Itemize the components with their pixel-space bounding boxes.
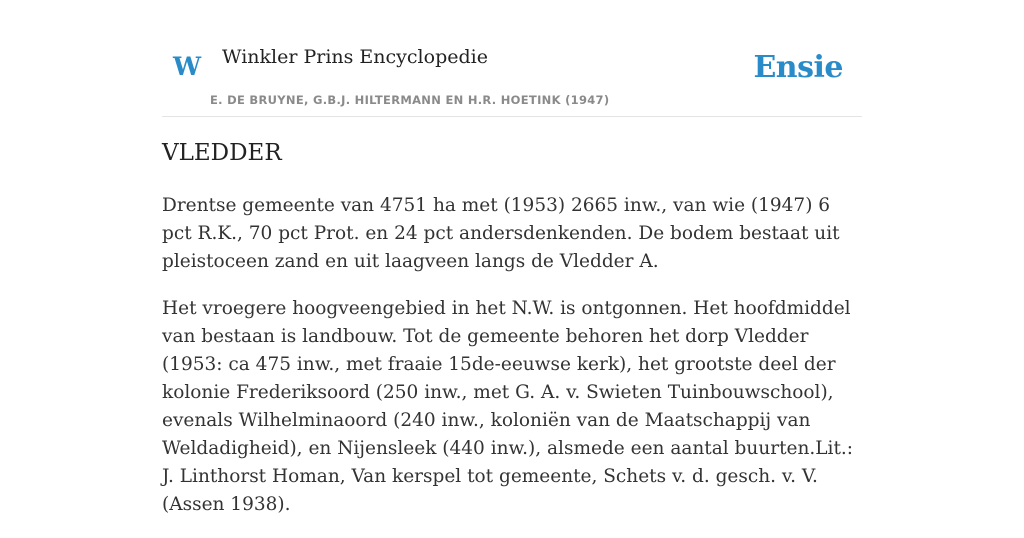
entry-paragraph: Drentse gemeente van 4751 ha met (1953) 2665 inw., van wie (1947) 6 pct R.K., 70 pct Prot. en 24 pct andersdenkenden. De bodem bestaat uit pleistoceen zand en uit laagveen langs de Vledder A. [162,195,840,272]
authors-line: E. DE BRUYNE, G.B.J. HILTERMANN EN H.R. HOETINK (1947) [210,93,610,107]
publication-title[interactable]: Winkler Prins Encyclopedie [222,46,488,68]
entry-paragraph: Het vroegere hoogveengebied in het N.W. is ontgonnen. Het hoofdmiddel van bestaan is landbouw. Tot de gemeente behoren het dorp Vledder (1953: ca 475 inw., met fraaie 15de-eeuwse kerk), het grootste deel der kolonie Frederiksoord (250 inw., met G. A. v. Swieten Tuinbouwschool), evenals Wilhelminaoord (240 inw., koloniën van de Maatschappij van Weldadigheid), en Nijensleek (440 inw.), alsmede een aantal buurten.Lit.: J. Linthorst Homan, Van kerspel tot gemeente, Schets v. d. gesch. v. V. (Assen 1938). [162,298,854,515]
entry-body [162,192,862,538]
brand-logo[interactable]: Ensie [753,50,843,85]
entry-title: VLEDDER [162,140,282,166]
page [162,0,862,515]
header [162,0,862,117]
publication-logo[interactable]: W [173,52,202,81]
